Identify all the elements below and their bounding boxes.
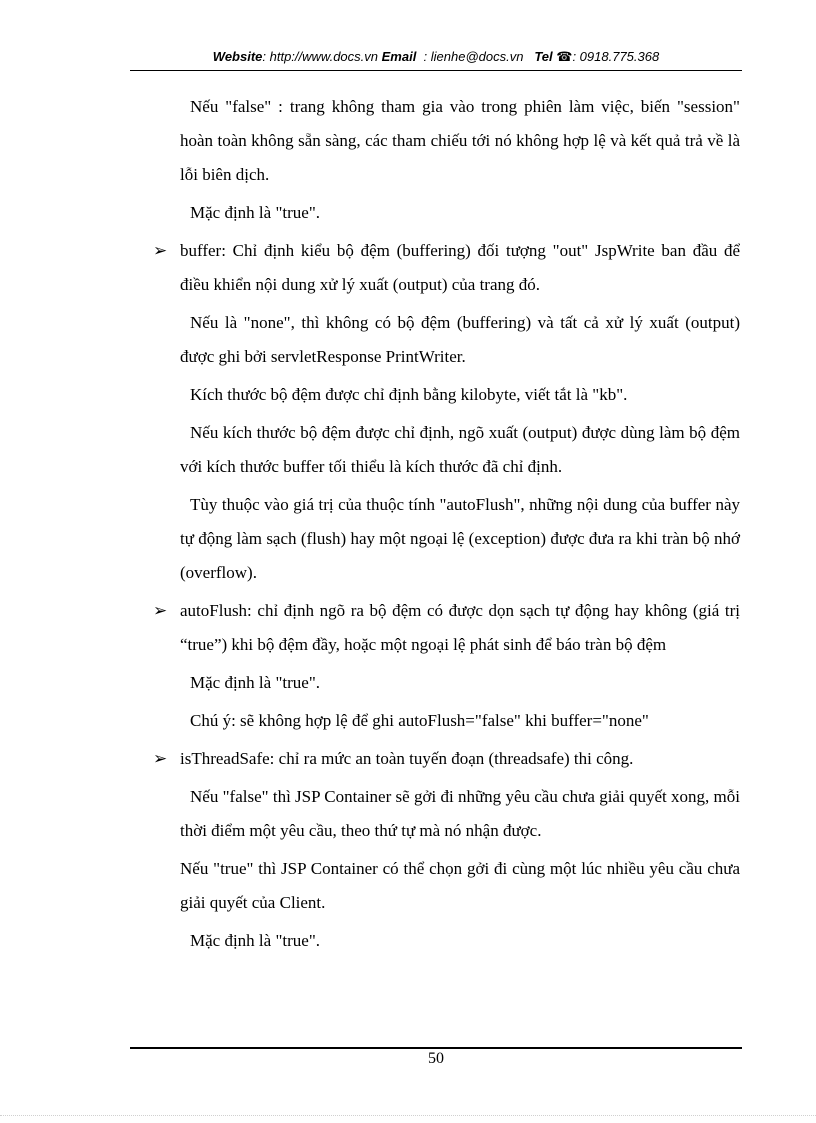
page-header: [130, 49, 742, 65]
paragraph-text: Nếu "false" thì JSP Container sẽ gởi đi những yêu cầu chưa giải quyết xong, mỗi thời điểm một yêu cầu, theo thứ tự mà nó nhận được.: [180, 787, 740, 840]
paragraph: [180, 306, 740, 374]
page-number: 50: [428, 1050, 444, 1067]
bullet-text: isThreadSafe: chỉ ra mức an toàn tuyến đoạn (threadsafe) thi công.: [180, 749, 634, 768]
bullet-item: [153, 234, 740, 302]
header-rule: [130, 70, 742, 71]
paragraph-text: Mặc định là "true".: [190, 931, 321, 950]
paragraph: [180, 704, 740, 738]
bullet-text: autoFlush: chỉ định ngõ ra bộ đệm có được dọn sạch tự động hay không (giá trị “true”) khi bộ đệm đầy, hoặc một ngoại lệ phát sinh để báo tràn bộ đệm: [180, 601, 740, 654]
paragraph-text: Tùy thuộc vào giá trị của thuộc tính "autoFlush", những nội dung của buffer này tự động làm sạch (flush) hay một ngoại lệ (exception) được đưa ra khi tràn bộ nhớ (overflow).: [180, 495, 740, 582]
paragraph-text: Kích thước bộ đệm được chỉ định bằng kilobyte, viết tắt là "kb".: [190, 385, 628, 404]
paragraph: [180, 780, 740, 848]
phone-icon: ☎: [556, 49, 573, 64]
paragraph-text: Mặc định là "true".: [190, 203, 321, 222]
paragraph: [180, 852, 740, 920]
paragraph: [180, 924, 740, 958]
paragraph-text: Mặc định là "true".: [190, 673, 321, 692]
bullet-item: [153, 594, 740, 662]
email-value: : lienhe@docs.vn: [423, 49, 524, 64]
paragraph: [180, 488, 740, 590]
page-edge-divider: [0, 1115, 816, 1116]
bullet-text: buffer: Chỉ định kiểu bộ đệm (buffering) đối tượng "out" JspWrite ban đầu để điều khiển nội dung xử lý xuất (output) của trang đó.: [180, 241, 740, 294]
paragraph-text: Nếu "true" thì JSP Container có thể chọn gởi đi cùng một lúc nhiều yêu cầu chưa giải quyết của Client.: [180, 859, 740, 912]
paragraph: [180, 196, 740, 230]
website-value: : http://www.docs.vn: [262, 49, 378, 64]
paragraph: [180, 666, 740, 700]
website-label: Website: [212, 49, 263, 64]
paragraph: [180, 416, 740, 484]
bullet-item: [153, 742, 740, 776]
paragraph-text: Nếu "false" : trang không tham gia vào trong phiên làm việc, biến "session" hoàn toàn không sẵn sàng, các tham chiếu tới nó không hợp lệ và kết quả trả về là lỗi biên dịch.: [180, 97, 740, 184]
paragraph-text: Nếu kích thước bộ đệm được chỉ định, ngõ xuất (output) được dùng làm bộ đệm với kích thước buffer tối thiểu là kích thước đã chỉ định.: [180, 423, 740, 476]
paragraph: [180, 378, 740, 412]
document-body: [153, 90, 740, 962]
tel-value: : 0918.775.368: [572, 49, 660, 64]
paragraph: [180, 90, 740, 192]
email-label: Email: [381, 49, 417, 64]
paragraph-text: Nếu là "none", thì không có bộ đệm (buffering) và tất cả xử lý xuất (output) được ghi bởi servletResponse PrintWriter.: [180, 313, 740, 366]
arrow-bullet-icon: ➢: [153, 601, 168, 621]
arrow-bullet-icon: ➢: [153, 749, 168, 769]
arrow-bullet-icon: ➢: [153, 241, 168, 261]
footer-rule: [130, 1047, 742, 1049]
paragraph-text: Chú ý: sẽ không hợp lệ để ghi autoFlush="false" khi buffer="none": [190, 711, 649, 730]
tel-label: Tel: [534, 49, 553, 64]
